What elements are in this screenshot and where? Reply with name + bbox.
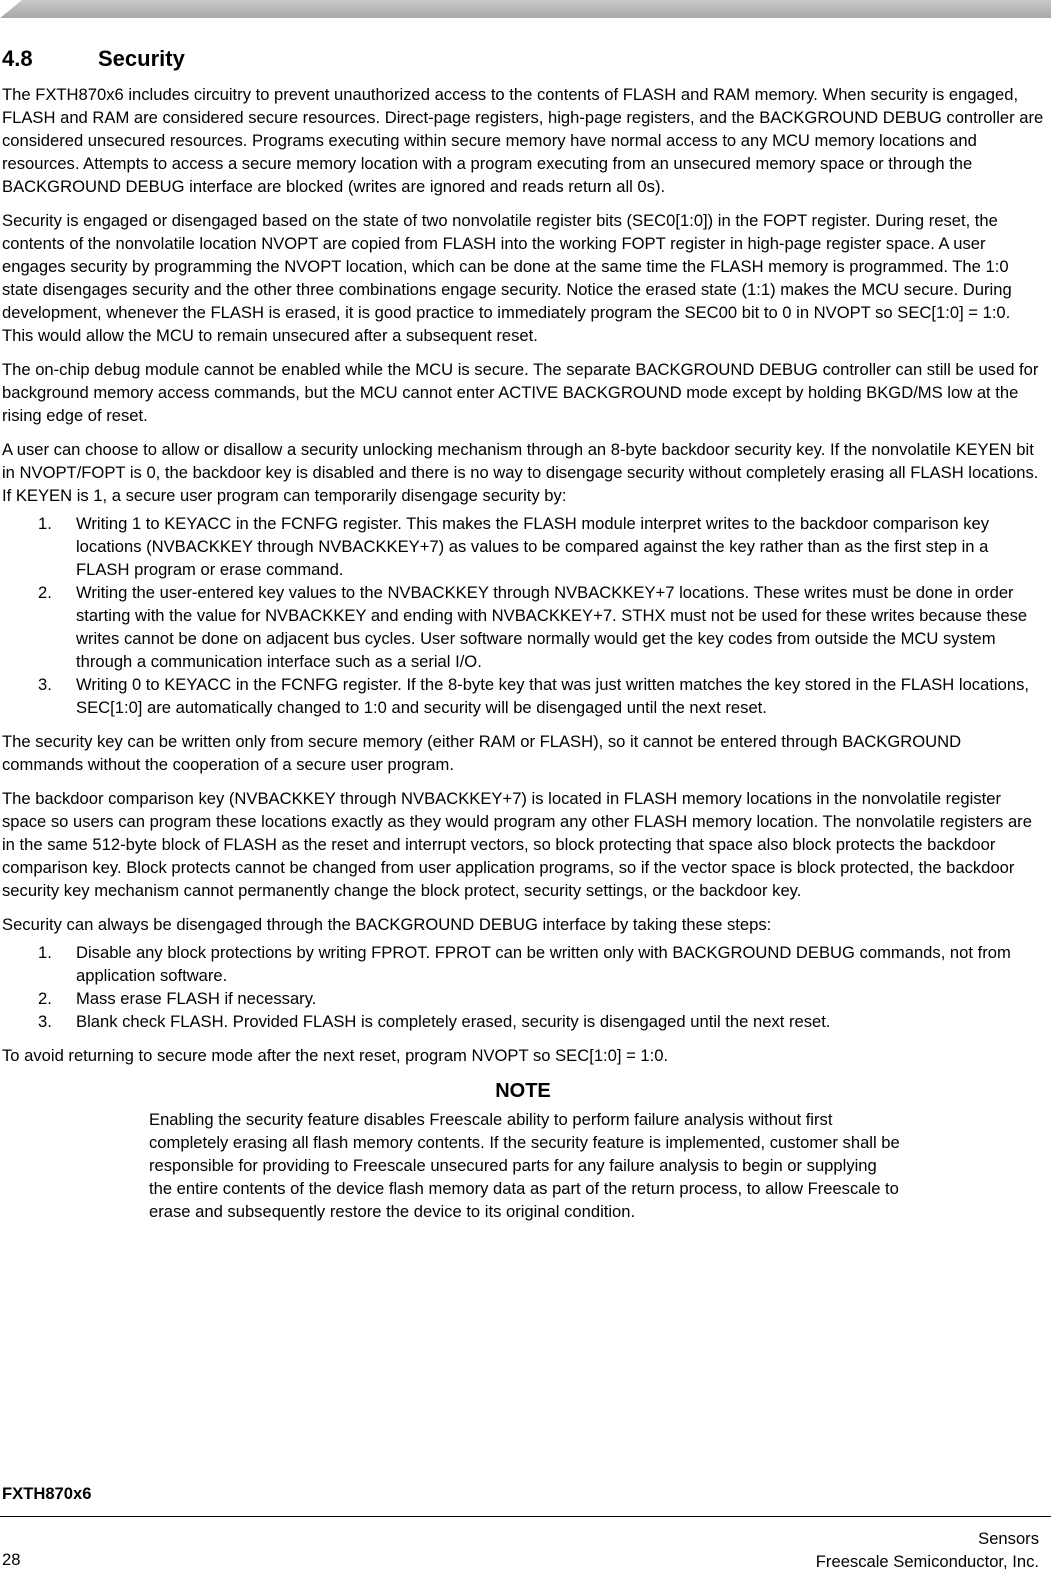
list-item: 2. Mass erase FLASH if necessary. [38, 989, 317, 1008]
backdoor-steps-list [2, 512, 1044, 719]
section-heading [2, 44, 1044, 74]
list-item: 1. Writing 1 to KEYACC in the FCNFG register. This makes the FLASH module interpret writes to the backdoor comparison key locations (NVBACKKEY through NVBACKKEY+7) as values to be compared against the key rather than as the first step in a FLASH program or erase command. [38, 514, 990, 579]
header-bar [0, 0, 1051, 18]
paragraph-engage: Security is engaged or disengaged based on the state of two nonvolatile register bits (SEC0[1:0]) in the FOPT register. During reset, the contents of the nonvolatile location NVOPT are copied from FLASH into the working FOPT register in high-page register space. A user engages security by programming the NVOPT location, which can be done at the same time the FLASH memory is programmed. The 1:0 state disengages security and the other three combinations engage security. Notice the erased state (1:1) makes the MCU secure. During development, whenever the FLASH is erased, it is good practice to immediately program the SEC00 bit to 0 in NVOPT so SEC[1:0] = 1:0. This would allow the MCU to remain unsecured after a subsequent reset. [2, 211, 1012, 345]
list-item: 1. Disable any block protections by writing FPROT. FPROT can be written only with BACKGROUND DEBUG commands, not from application software. [38, 943, 1011, 985]
footer-doc-id: FXTH870x6 [2, 1484, 92, 1503]
footer-divider [0, 1516, 1051, 1517]
note-body: Enabling the security feature disables Freescale ability to perform failure analysis without first completely erasing all flash memory contents. If the security feature is implemented, customer shall be responsible for providing to Freescale unsecured parts for any failure analysis to begin or supplying the entire contents of the device flash memory data as part of the return process, to allow Freescale to erase and subsequently restore the device to its original condition. [149, 1110, 900, 1221]
paragraph-key-location: The backdoor comparison key (NVBACKKEY through NVBACKKEY+7) is located in FLASH memory locations in the nonvolatile register space so users can program these locations exactly as they would program any other FLASH memory location. The nonvolatile registers are in the same 512-byte block of FLASH as the reset and interrupt vectors, so block protecting that space also block protects the backdoor comparison key. Block protects cannot be changed from user application programs, so if the vector space is block protected, the backdoor security key mechanism cannot permanently change the block protect, security settings, or the backdoor key. [2, 789, 1032, 900]
section-title: Security [98, 46, 185, 71]
paragraph-key-write: The security key can be written only from secure memory (either RAM or FLASH), so it cannot be entered through BACKGROUND commands without the cooperation of a secure user program. [2, 732, 962, 774]
paragraph-debug: The on-chip debug module cannot be enabled while the MCU is secure. The separate BACKGROUND DEBUG controller can still be used for background memory access commands, but the MCU cannot enter ACTIVE BACKGROUND mode except by holding BKGD/MS low at the rising edge of reset. [2, 360, 1039, 425]
paragraph-overview: The FXTH870x6 includes circuitry to prevent unauthorized access to the contents of FLASH and RAM memory. When security is engaged, FLASH and RAM are considered secure resources. Direct-page registers, high-page registers, and the BACKGROUND DEBUG controller are considered unsecured resources. Programs executing within secure memory have normal access to any MCU memory locations and resources. Attempts to access a secure memory location with a program executing from an unsecured memory space or through the BACKGROUND DEBUG interface are blocked (writes are ignored and reads return all 0s). [2, 85, 1044, 196]
page-content [2, 44, 1044, 1223]
disengage-steps-list [2, 941, 1044, 1033]
list-item: 3. Blank check FLASH. Provided FLASH is completely erased, security is disengaged until the next reset. [38, 1012, 831, 1031]
note-title: NOTE [495, 1080, 551, 1102]
page-number: 28 [2, 1550, 21, 1569]
paragraph-backdoor: A user can choose to allow or disallow a security unlocking mechanism through an 8-byte backdoor security key. If the nonvolatile KEYEN bit in NVOPT/FOPT is 0, the backdoor key is disabled and there is no way to disengage security without completely erasing all FLASH locations. If KEYEN is 1, a secure user program can temporarily disengage security by: [2, 440, 1039, 505]
section-number: 4.8 [2, 46, 33, 71]
paragraph-disengage: Security can always be disengaged through the BACKGROUND DEBUG interface by taking these steps: [2, 915, 772, 934]
footer-publisher [816, 1527, 1039, 1573]
paragraph-avoid-secure: To avoid returning to secure mode after the next reset, program NVOPT so SEC[1:0] = 1:0. [2, 1046, 669, 1065]
list-item: 2. Writing the user-entered key values to the NVBACKKEY through NVBACKKEY+7 locations. These writes must be done in order starting with the value for NVBACKKEY and ending with NVBACKKEY+7. STHX must not be used for these writes because these writes cannot be done on adjacent bus cycles. User software normally would get the key codes from outside the MCU system through a communication interface such as a serial I/O. [38, 583, 1028, 671]
list-item: 3. Writing 0 to KEYACC in the FCNFG register. If the 8-byte key that was just written matches the key stored in the FLASH locations, SEC[1:0] are automatically changed to 1:0 and security will be disengaged until the next reset. [38, 675, 1029, 717]
footer-category: Sensors [978, 1529, 1039, 1548]
footer-company: Freescale Semiconductor, Inc. [815, 1552, 1039, 1571]
